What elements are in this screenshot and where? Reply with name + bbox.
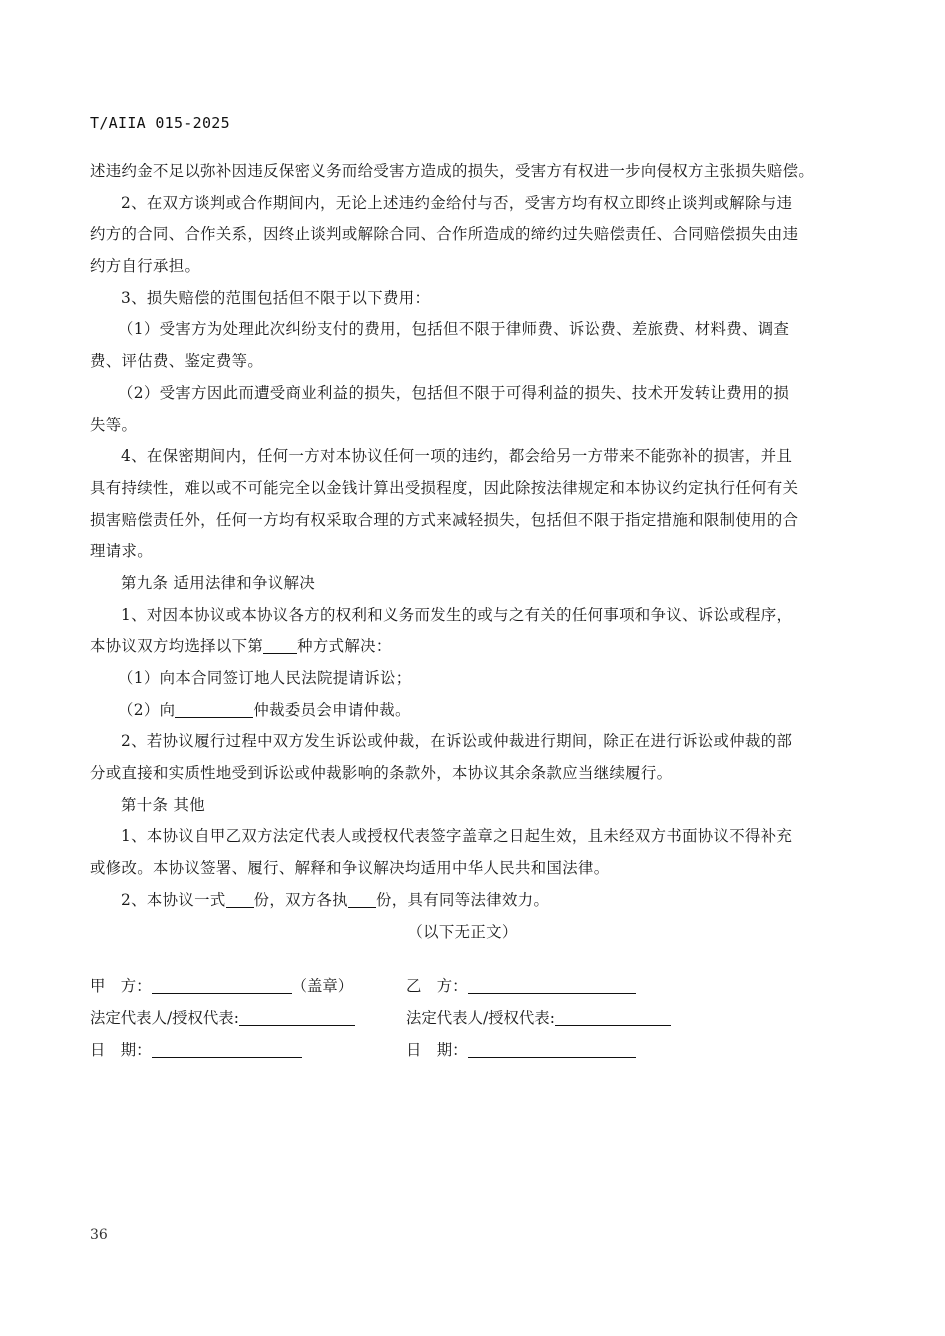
choice-line <box>90 631 835 663</box>
party-a-seal: （盖章） <box>291 977 354 995</box>
option-text-before: （2）向 <box>118 700 176 719</box>
text-line: 损害赔偿责任外，任何一方均有权采取合理的方式来减轻损失，包括但不限于指定措施和限制使用的合 <box>90 510 799 529</box>
text-line: 分或直接和实质性地受到诉讼或仲裁影响的条款外，本协议其余条款应当继续履行。 <box>90 764 673 783</box>
text-line: 1、本协议自甲乙双方法定代表人或授权代表签字盖章之日起生效，且未经双方书面协议不得补充 <box>121 827 793 846</box>
copies-text-1: 2、本协议一式 <box>121 890 226 909</box>
party-a-date-label: 日 期： <box>90 1041 152 1059</box>
text-line: （2）受害方因此而遭受商业利益的损失，包括但不限于可得利益的损失、技术开发转让费用的损 <box>118 383 790 402</box>
text-line: 约方的合同、合作关系，因终止谈判或解除合同、合作所造成的缔约过失赔偿责任、合同赔偿损失由违 <box>90 225 799 244</box>
text-line: 约方自行承担。 <box>90 257 201 276</box>
choice-text-after: 种方式解决： <box>297 637 392 656</box>
section-heading-article-9: 第九条 适用法律和争议解决 <box>121 573 316 592</box>
document-body <box>90 156 835 948</box>
party-a-rep-label: 法定代表人/授权代表: <box>90 1009 239 1027</box>
party-b-blank <box>468 977 636 994</box>
text-line: 理请求。 <box>90 542 153 561</box>
party-b <box>406 970 636 1002</box>
party-b-date-blank <box>468 1041 636 1058</box>
party-b-label: 乙 方： <box>406 977 468 995</box>
party-a-date-blank <box>152 1041 302 1058</box>
text-line: 述违约金不足以弥补因违反保密义务而给受害方造成的损失，受害方有权进一步向侵权方主张损失赔偿。 <box>90 162 815 180</box>
text-line: 4、在保密期间内，任何一方对本协议任何一项的违约，都会给另一方带来不能弥补的损害，并且 <box>121 447 793 466</box>
copies-total-blank <box>226 891 254 908</box>
choice-text-before: 本协议双方均选择以下第 <box>90 637 264 656</box>
text-line: （1）受害方为处理此次纠纷支付的费用，包括但不限于律师费、诉讼费、差旅费、材料费、调查 <box>118 320 790 339</box>
date-row <box>90 1034 790 1066</box>
option-text-after: 仲裁委员会申请仲裁。 <box>253 700 411 719</box>
party-b-date <box>406 1034 636 1066</box>
party-a-blank <box>152 977 292 994</box>
signature-block <box>90 970 790 1066</box>
party-b-rep <box>406 1002 671 1034</box>
page-number: 36 <box>90 1227 108 1243</box>
choice-blank <box>263 637 297 654</box>
party-a-rep-blank <box>239 1009 355 1026</box>
text-line: 1、对因本协议或本协议各方的权利和义务而发生的或与之有关的任何事项和争议、诉讼或程序， <box>121 605 793 624</box>
copies-text-2: 份，双方各执 <box>253 890 349 909</box>
text-line: 或修改。本协议签署、履行、解释和争议解决均适用中华人民共和国法律。 <box>90 859 610 878</box>
party-b-rep-blank <box>555 1009 671 1026</box>
document-code-header: T/AIIA 015-2025 <box>90 114 230 132</box>
party-b-date-label: 日 期： <box>406 1041 468 1059</box>
section-heading-article-10: 第十条 其他 <box>121 795 205 814</box>
option-litigation: （1）向本合同签订地人民法院提请诉讼； <box>118 669 412 687</box>
party-a-rep <box>90 1002 355 1034</box>
text-line: 失等。 <box>90 415 138 434</box>
text-line: 费、评估费、鉴定费等。 <box>90 352 264 371</box>
party-row <box>90 970 790 1002</box>
text-line: 具有持续性，难以或不可能完全以金钱计算出受损程度，因此除按法律规定和本协议约定执行任何有关 <box>90 478 799 497</box>
text-line: 3、损失赔偿的范围包括但不限于以下费用： <box>121 288 431 307</box>
party-a-label: 甲 方： <box>90 977 152 995</box>
copies-each-blank <box>348 891 376 908</box>
copies-line <box>90 885 835 917</box>
text-line: 2、若协议履行过程中双方发生诉讼或仲裁，在诉讼或仲裁进行期间，除正在进行诉讼或仲裁的部 <box>121 732 793 751</box>
arbitration-blank <box>175 701 253 718</box>
party-b-rep-label: 法定代表人/授权代表: <box>406 1009 555 1027</box>
text-line: 2、在双方谈判或合作期间内，无论上述违约金给付与否，受害方均有权立即终止谈判或解除与违 <box>121 193 793 212</box>
party-a-date <box>90 1034 302 1066</box>
representative-row <box>90 1002 790 1034</box>
copies-text-3: 份，具有同等法律效力。 <box>376 890 550 909</box>
option-arbitration <box>90 695 835 727</box>
end-note: （以下无正文） <box>407 922 518 941</box>
party-a <box>90 970 353 1002</box>
